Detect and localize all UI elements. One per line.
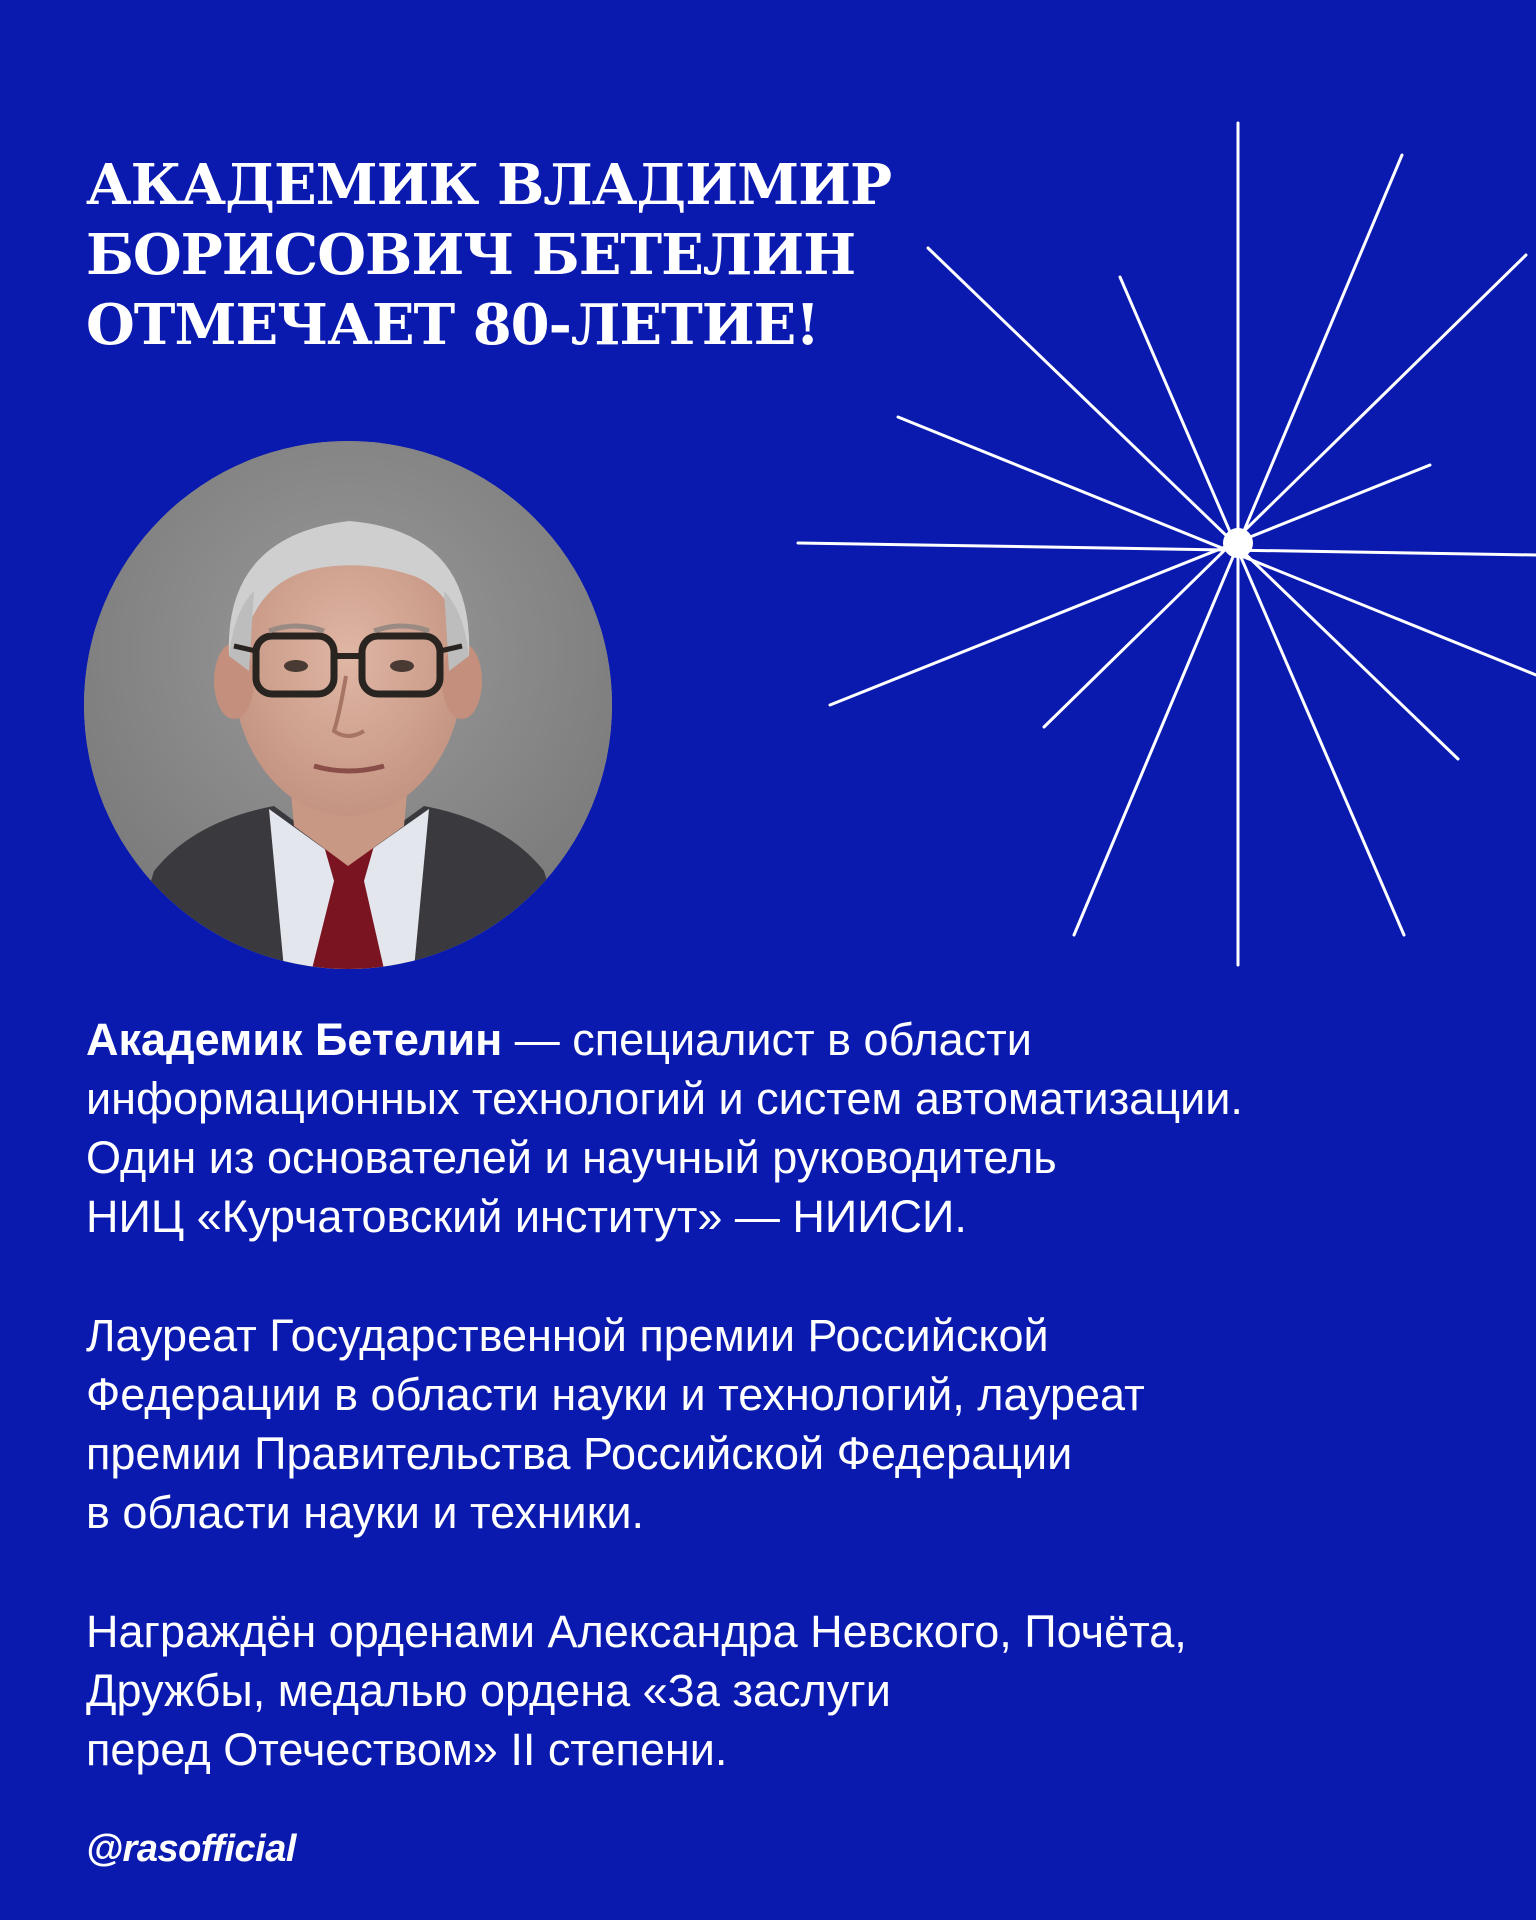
bio-paragraph-1-line-1 [86,1010,1486,1069]
title-line-1: АКАДЕМИК ВЛАДИМИР [86,152,892,218]
title-line-3: ОТМЕЧАЕТ 80-ЛЕТИЕ! [86,292,819,358]
bio-paragraph-2 [86,1306,1486,1542]
bio-paragraph-2-line-1: Лауреат Государственной премии Российской [86,1310,1049,1361]
bio-paragraph-1-line-4: НИЦ «Курчатовский институт» — НИИСИ. [86,1191,967,1242]
portrait-photo [84,441,612,969]
bio-paragraph-3 [86,1602,1486,1779]
bio-paragraph-1-line-3: Один из основателей и научный руководитель [86,1132,1057,1183]
bio-paragraph-1 [86,1010,1486,1246]
bio-section [86,1010,1486,1839]
bio-name-bold: Академик Бетелин [86,1014,503,1065]
title-line-2: БОРИСОВИЧ БЕТЕЛИН [86,222,856,288]
bio-paragraph-3-line-2: Дружбы, медалью ордена «За заслуги [86,1665,891,1716]
bio-paragraph-3-line-1: Награждён орденами Александра Невского, Почёта, [86,1606,1187,1657]
portrait-illustration [84,441,612,969]
social-handle: @rasofficial [86,1828,296,1870]
bio-paragraph-2-line-4: в области науки и техники. [86,1487,645,1538]
starburst-icon [790,115,1536,975]
bio-paragraph-2-line-3: премии Правительства Российской Федерации [86,1428,1073,1479]
bio-paragraph-3-line-3: перед Отечеством» II степени. [86,1724,728,1775]
bio-paragraph-1-line-2: информационных технологий и систем автоматизации. [86,1073,1243,1124]
bio-paragraph-1-line-1-rest: — специалист в области [502,1014,1032,1065]
bio-paragraph-2-line-2: Федерации в области науки и технологий, лауреат [86,1369,1145,1420]
